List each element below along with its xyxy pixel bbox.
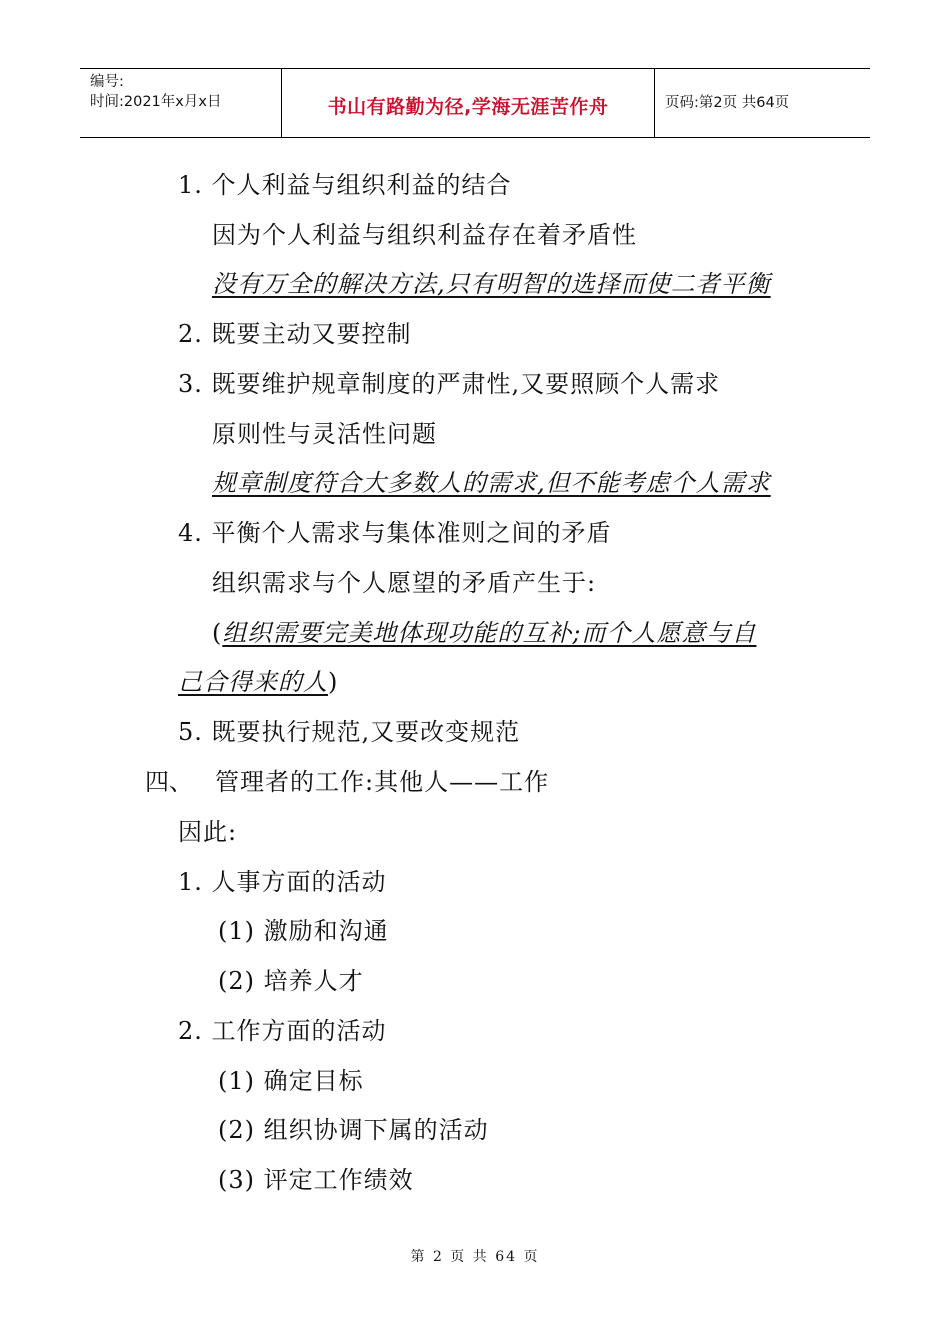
page-footer: 第 2 页 共 64 页 (410, 1249, 540, 1265)
item-1-emphasis: 没有万全的解决方法,只有明智的选择而使二者平衡 (212, 270, 771, 298)
item-4: 4. 平衡个人需求与集体准则之间的矛盾 (178, 519, 612, 547)
activity-2-sub-3: (3) 评定工作绩效 (218, 1166, 414, 1194)
item-3-emphasis: 规章制度符合大多数人的需求,但不能考虑个人需求 (212, 469, 771, 497)
close-paren: ) (328, 668, 339, 696)
activity-1-sub-1: (1) 激励和沟通 (218, 917, 389, 945)
activity-2-sub-1: (1) 确定目标 (218, 1067, 364, 1095)
section-number: 四、 (145, 768, 193, 796)
activity-1-sub-2: (2) 培养人才 (218, 967, 364, 995)
item-2: 2. 既要主动又要控制 (178, 320, 412, 348)
item-4-emphasis-part-2: 己合得来的人 (178, 668, 328, 696)
number-label: 编号: (90, 74, 124, 90)
item-3: 3. 既要维护规章制度的严肃性,又要照顾个人需求 (178, 370, 721, 398)
header-left-cell (80, 69, 282, 137)
item-1-text: 因为个人利益与组织利益存在着矛盾性 (212, 221, 637, 249)
activity-2: 2. 工作方面的活动 (178, 1017, 387, 1045)
open-paren: ( (212, 619, 223, 647)
item-4-emphasis-line-1 (212, 617, 756, 649)
item-3-text: 原则性与灵活性问题 (212, 420, 437, 448)
therefore-label: 因此: (178, 818, 238, 846)
item-4-emphasis-part-1: 组织需要完美地体现功能的互补;而个人愿意与自 (222, 619, 757, 647)
item-4-text: 组织需求与个人愿望的矛盾产生于: (212, 569, 597, 597)
header-right-cell (655, 69, 870, 137)
activity-2-sub-2: (2) 组织协调下属的活动 (218, 1116, 489, 1144)
motto: 书山有路勤为径,学海无涯苦作舟 (327, 96, 609, 118)
header-middle-cell (282, 69, 655, 137)
activity-1: 1. 人事方面的活动 (178, 868, 387, 896)
time-label: 时间:2021年x月x日 (90, 94, 222, 110)
section-title: 管理者的工作:其他人——工作 (215, 768, 550, 796)
item-5: 5. 既要执行规范,又要改变规范 (178, 718, 521, 746)
page-info: 页码:第2页 共64页 (665, 95, 790, 111)
item-4-emphasis-line-2 (178, 666, 338, 698)
document-header (80, 68, 870, 138)
section-heading (145, 766, 549, 798)
item-1: 1. 个人利益与组织利益的结合 (178, 171, 512, 199)
